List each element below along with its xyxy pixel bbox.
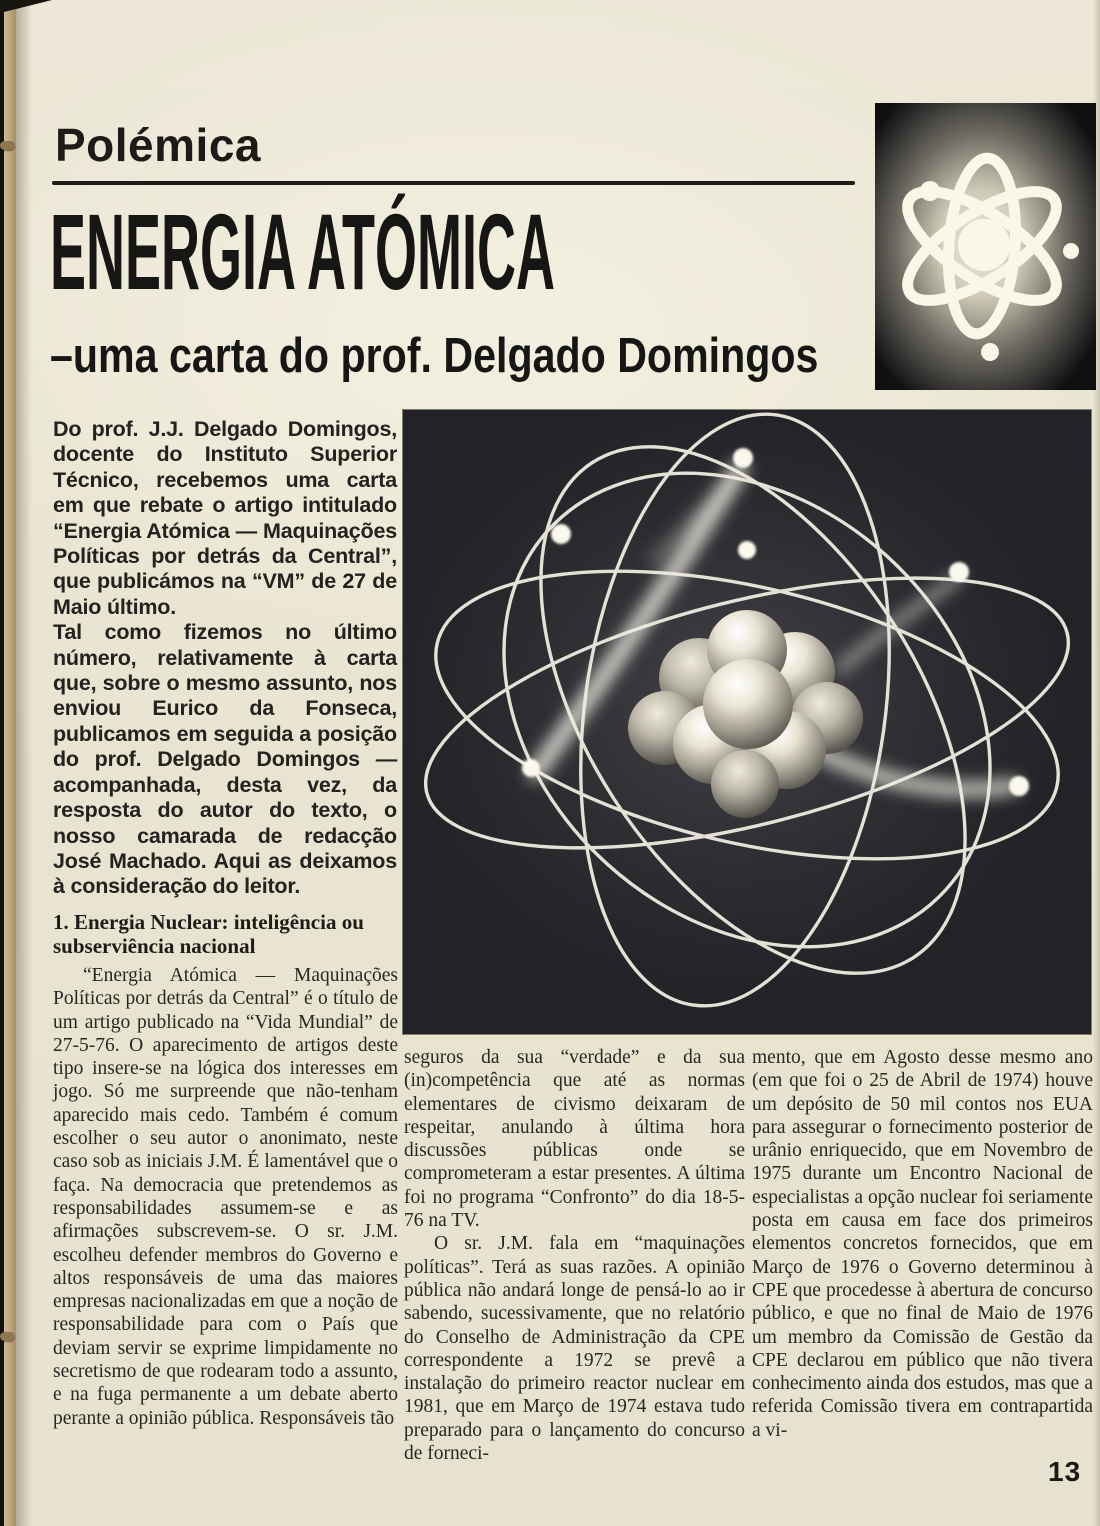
section-heading: 1. Energia Nuclear: inteligência ou subserviência nacional: [53, 910, 364, 958]
page-number: 13: [1048, 1456, 1082, 1487]
binding-edge: [4, 0, 16, 1526]
body-paragraph: mento, que em Agosto desse mesmo ano (em que foi o 25 de Abril de 1974) houve um depósito de 50 mil contos nos EUA para assegurar o fornecimento posterior de urânio enriquecido, que em Novembro de 1975 durante um Encontro Nacional de especialistas a opção nuclear foi seriamente posta em causa em face dos primeiros elementos concretos fornecidos, que em Março de 1976 o Governo determinou à CPE que procedesse à abertura de concurso público, e que no final de Maio de 1976 um membro da Comissão de Gestão da CPE declarou em público que não tivera conhecimento ainda dos estudos, mas que a referida Comissão tivera em contrapartida a vi-: [752, 1047, 1093, 1441]
body-paragraph: O sr. J.M. fala em “maquinações políticas”. Terá as suas razões. A opinião pública não andará longe de pensá-lo ao ir sabendo, sucessivamente, que no relatório do Conselho de Administração da CPE correspondente a 1972 se prevê a instalação do primeiro reactor nuclear em 1981, que em Março de 1974 estava tudo preparado para o lançamento do concurso de forneci-: [404, 1233, 745, 1465]
article-subtitle-text: –uma carta do prof. Delgado Domingos: [50, 329, 819, 383]
body-column-right: [752, 1046, 1093, 1442]
atom-model-photo: [403, 410, 1091, 1034]
body-paragraph: “Energia Atómica — Maquinações Políticas por detrás da Central” é o título de um artigo publicado na “Vida Mundial” de 27-5-76. O aparecimento de artigos deste tipo insere-se na lógica dos interesses em jogo. Só me surpreende que não-tenham aparecido mais cedo. Também é comum escolher o seu autor o anonimato, neste caso sob as iniciais J.M. É lamentável que o faça. Na democracia que pretendemos as responsabilidades assumem-se e as afirmações subscrevem-se. O sr. J.M. escolheu defender membros do Governo e altos responsáveis de uma das maiores empresas nacionalizadas em que a noção de responsabilidade para com o País que deviam servir se exprime limpidamente no secretismo de que rodearam todo a assunto, e na fuga permanente a um debate aberto perante a opinião pública. Responsáveis tão: [53, 965, 398, 1429]
body-paragraph: seguros da sua “verdade” e da sua (in)competência que até as normas elementares de civismo deixaram de respeitar, anulando à última hora discussões públicas onde se comprometeram a estar presentes. A última foi no programa “Confronto” do dia 18-5-76 na TV.: [404, 1047, 745, 1232]
header-rule: [52, 181, 855, 185]
binding-crease-shadow: [16, 0, 32, 1526]
section-kicker: Polémica: [55, 119, 261, 171]
intro-paragraph: Tal como fizemos no último número, relativamente à carta que, sobre o mesmo assunto, nos enviou Eurico da Fonseca, publicamos em seguida a posição do prof. Delgado Domingos — acompanhada, desta vez, da resposta do autor do texto, o nosso camarada de redacção José Machado. Aqui as deixamos à consideração do leitor.: [53, 620, 397, 899]
intro-paragraph: Do prof. J.J. Delgado Domingos, docente do Instituto Superior Técnico, recebemos uma carta em que rebate o artigo intitulado “Energia Atómica — Maquinações Políticas por detrás da Central”, que publicámos na “VM” de 27 de Maio último.: [53, 417, 397, 619]
binding-stitch: [0, 1332, 15, 1341]
atom-symbol-icon: [875, 103, 1096, 390]
article-title-text: ENERGIA ATÓMICA: [50, 191, 555, 312]
binding-corner: [0, 0, 52, 13]
body-column-left: [53, 910, 398, 1430]
icon-nucleus: [958, 219, 1010, 271]
body-column-middle: [404, 1046, 745, 1465]
binding-stitch: [0, 141, 15, 150]
intro-block: [53, 417, 397, 900]
article-subtitle: [50, 330, 965, 384]
